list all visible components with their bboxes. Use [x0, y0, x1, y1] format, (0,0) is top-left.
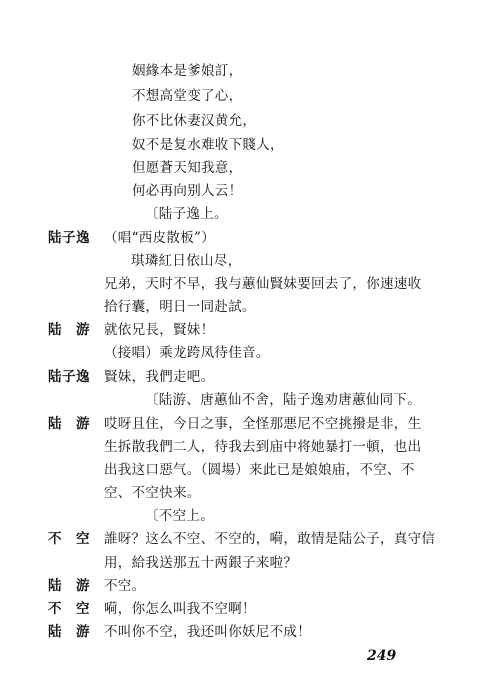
dialogue-line: 不空。 [104, 578, 146, 594]
dialogue-line: （接唱）乘龙跨凤待佳音。 [104, 345, 270, 361]
verse-line: 姻緣本是爹娘訂， [132, 63, 243, 79]
verse-line: 不想高堂变了心， [132, 88, 243, 104]
speaker-name: 陆子逸 [48, 369, 90, 385]
dialogue-line: 嗬，你怎么叫我不空啊！ [104, 601, 256, 617]
dialogue-line: 用，給我送那五十两銀子来啦？ [104, 555, 298, 571]
sung-line: 琪璘紅日依山尽， [131, 253, 242, 269]
speaker-name: 不 空 [48, 531, 90, 547]
dialogue-line: 拾行囊，明日一同赴試。 [104, 299, 256, 315]
stage-direction: 〔陆子逸上。 [145, 206, 228, 222]
verse-line: 何必再向别人云！ [132, 183, 243, 199]
dialogue-line: 就依兄長，賢妹！ [104, 322, 215, 338]
dialogue-line: 兄弟，天时不早，我与蕙仙賢妹要回去了，你速速收 [104, 276, 422, 292]
speaker-name: 不 空 [48, 601, 90, 617]
stage-direction: 〔陆游、唐蕙仙不舍，陆子逸劝唐蕙仙同下。 [145, 392, 421, 408]
dialogue-line: 誰呀？这么不空、不空的，嗬，敢情是陆公子，真守信 [104, 531, 436, 547]
speaker-name: 陆 游 [48, 624, 90, 640]
stage-direction: 〔不空上。 [145, 508, 214, 524]
dialogue-line: 空、不空快来。 [104, 485, 201, 501]
dialogue-line: （唱“西皮散板”） [104, 230, 216, 246]
dialogue-line: 出我这口惡气。（圆場）来此已是娘娘庙，不空、不 [104, 462, 415, 478]
dialogue-line: 生拆散我們二人，待我去到庙中将她暴打一頓，也出 [104, 439, 422, 455]
dialogue-line: 不叫你不空，我还叫你妖尼不成！ [104, 624, 311, 640]
speaker-name: 陆 游 [48, 578, 90, 594]
verse-line: 你不比休妻汉黄允， [132, 113, 257, 129]
speaker-name: 陆 游 [48, 416, 90, 432]
dialogue-line: 哎呀且住，今日之事，全怪那悪尼不空挑撥是非，生 [104, 416, 422, 432]
verse-line: 但愿蒼天知我意， [132, 160, 243, 176]
speaker-name: 陆 游 [48, 322, 90, 338]
verse-line: 奴不是复水难收下賤人， [132, 137, 284, 153]
speaker-name: 陆子逸 [48, 230, 90, 246]
page-number: 249 [367, 648, 397, 664]
dialogue-line: 賢妹，我們走吧。 [104, 369, 215, 385]
